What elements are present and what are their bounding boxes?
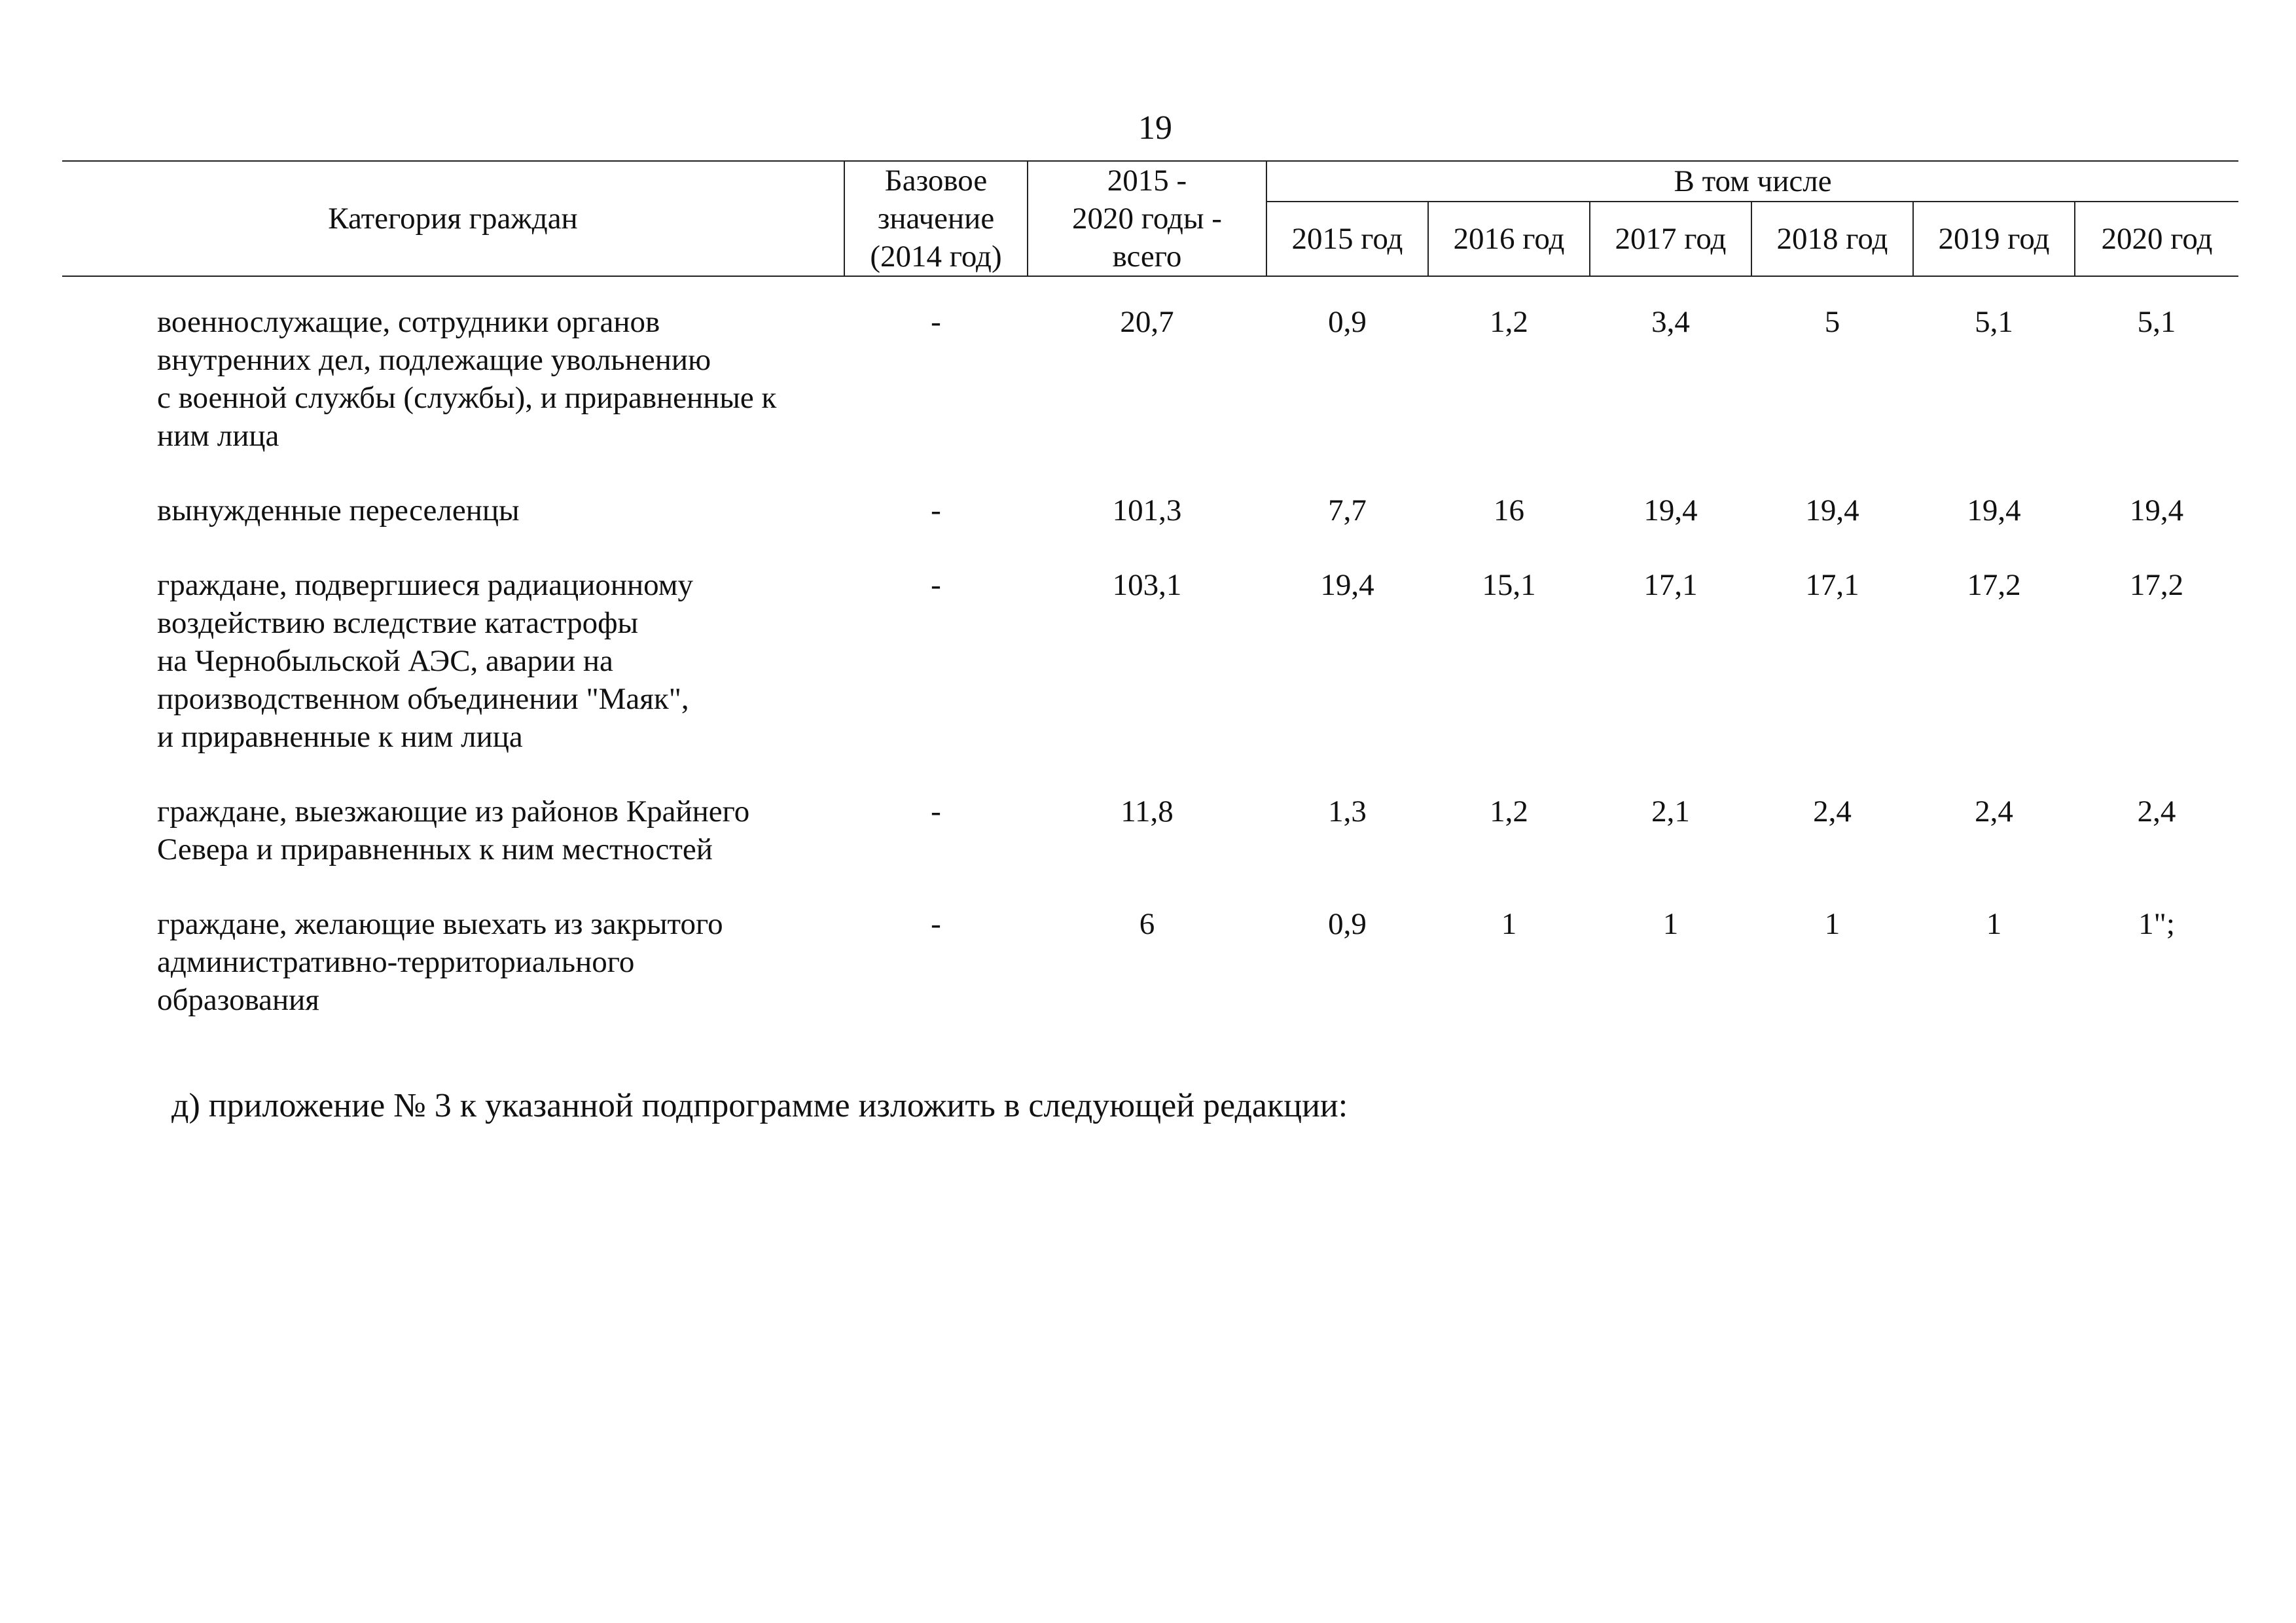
category-line: граждане, подвергшиеся радиационному: [157, 568, 694, 602]
row-category: [62, 905, 844, 1056]
row-value: 1: [1662, 907, 1679, 941]
header-total-line: всего: [1112, 240, 1182, 274]
row-category: [62, 276, 844, 491]
row-value: 2,4: [2137, 794, 2176, 829]
row-value: 1: [1986, 907, 2002, 941]
row-value: 15,1: [1482, 568, 1536, 602]
header-base-line: значение: [877, 202, 995, 236]
row-total: 20,7: [1120, 305, 1174, 339]
table-row: [62, 905, 2238, 1056]
category-line: граждане, выезжающие из районов Крайнего: [157, 794, 750, 829]
row-total: 101,3: [1112, 493, 1182, 527]
category-line: вынужденные переселенцы: [157, 493, 520, 527]
header-category: Категория граждан: [62, 161, 844, 276]
category-line: военнослужащие, сотрудники органов: [157, 305, 660, 339]
header-base-value: [844, 161, 1028, 276]
category-line: ним лица: [157, 419, 279, 453]
row-value: 7,7: [1328, 493, 1367, 527]
row-value: 1,2: [1490, 794, 1528, 829]
row-base-value: -: [931, 493, 941, 527]
row-total: 11,8: [1121, 794, 1174, 829]
row-value: 2,4: [1975, 794, 2013, 829]
row-value: 0,9: [1328, 907, 1367, 941]
data-table: [62, 160, 2238, 1056]
table-row: [62, 491, 2238, 566]
category-line: воздействию вследствие катастрофы: [157, 606, 639, 640]
header-base-line: Базовое: [884, 164, 988, 198]
header-total-line: 2015 -: [1107, 164, 1187, 198]
row-value: 17,2: [2129, 568, 2184, 602]
row-category: [62, 793, 844, 905]
closing-paragraph: д) приложение № 3 к указанной подпрограмме изложить в следующей редакции:: [171, 1087, 1348, 1124]
page-number: 19: [1138, 109, 1172, 147]
category-line: и приравненные к ним лица: [157, 720, 523, 754]
category-line: административно-территориального: [157, 945, 635, 979]
table-row: [62, 793, 2238, 905]
row-value: 5,1: [2137, 305, 2176, 339]
row-value: 1: [1501, 907, 1517, 941]
header-year: 2020 год: [2075, 202, 2238, 276]
row-value: 19,4: [1643, 493, 1698, 527]
row-value: 17,1: [1643, 568, 1698, 602]
row-value: 17,2: [1967, 568, 2021, 602]
row-value: 1,2: [1490, 305, 1528, 339]
row-value: 19,4: [1805, 493, 1859, 527]
row-value: 1: [1824, 907, 1840, 941]
header-year: 2019 год: [1913, 202, 2075, 276]
category-line: с военной службы (службы), и приравненные к: [157, 381, 777, 415]
category-line: производственном объединении "Маяк",: [157, 682, 689, 716]
category-line: внутренних дел, подлежащие увольнению: [157, 343, 711, 377]
header-year: 2015 год: [1266, 202, 1428, 276]
row-value: 5,1: [1975, 305, 2013, 339]
header-total-line: 2020 годы -: [1072, 202, 1222, 236]
row-value: 19,4: [1320, 568, 1374, 602]
category-line: граждане, желающие выехать из закрытого: [157, 907, 723, 941]
row-value: 19,4: [2129, 493, 2184, 527]
header-including: В том числе: [1266, 161, 2238, 202]
category-line: Севера и приравненных к ним местностей: [157, 832, 713, 866]
header-total: [1028, 161, 1266, 276]
row-base-value: -: [931, 907, 941, 941]
row-category: [62, 491, 844, 566]
row-value: 17,1: [1805, 568, 1859, 602]
row-value: 2,1: [1651, 794, 1690, 829]
header-year: 2017 год: [1590, 202, 1751, 276]
row-value: 19,4: [1967, 493, 2021, 527]
row-total: 103,1: [1112, 568, 1182, 602]
header-base-line: (2014 год): [870, 240, 1002, 274]
header-year: 2018 год: [1751, 202, 1913, 276]
row-total: 6: [1139, 907, 1155, 941]
row-category: [62, 566, 844, 793]
row-value: 1,3: [1328, 794, 1367, 829]
table-row: [62, 276, 2238, 491]
row-value: 1";: [2138, 907, 2175, 941]
category-line: на Чернобыльской АЭС, аварии на: [157, 644, 613, 678]
row-value: 5: [1824, 305, 1840, 339]
row-base-value: -: [931, 794, 941, 829]
category-line: образования: [157, 983, 319, 1017]
table-row: [62, 566, 2238, 793]
row-value: 2,4: [1813, 794, 1852, 829]
row-value: 3,4: [1651, 305, 1690, 339]
row-base-value: -: [931, 305, 941, 339]
row-base-value: -: [931, 568, 941, 602]
row-value: 0,9: [1328, 305, 1367, 339]
header-year: 2016 год: [1428, 202, 1590, 276]
row-value: 16: [1494, 493, 1524, 527]
